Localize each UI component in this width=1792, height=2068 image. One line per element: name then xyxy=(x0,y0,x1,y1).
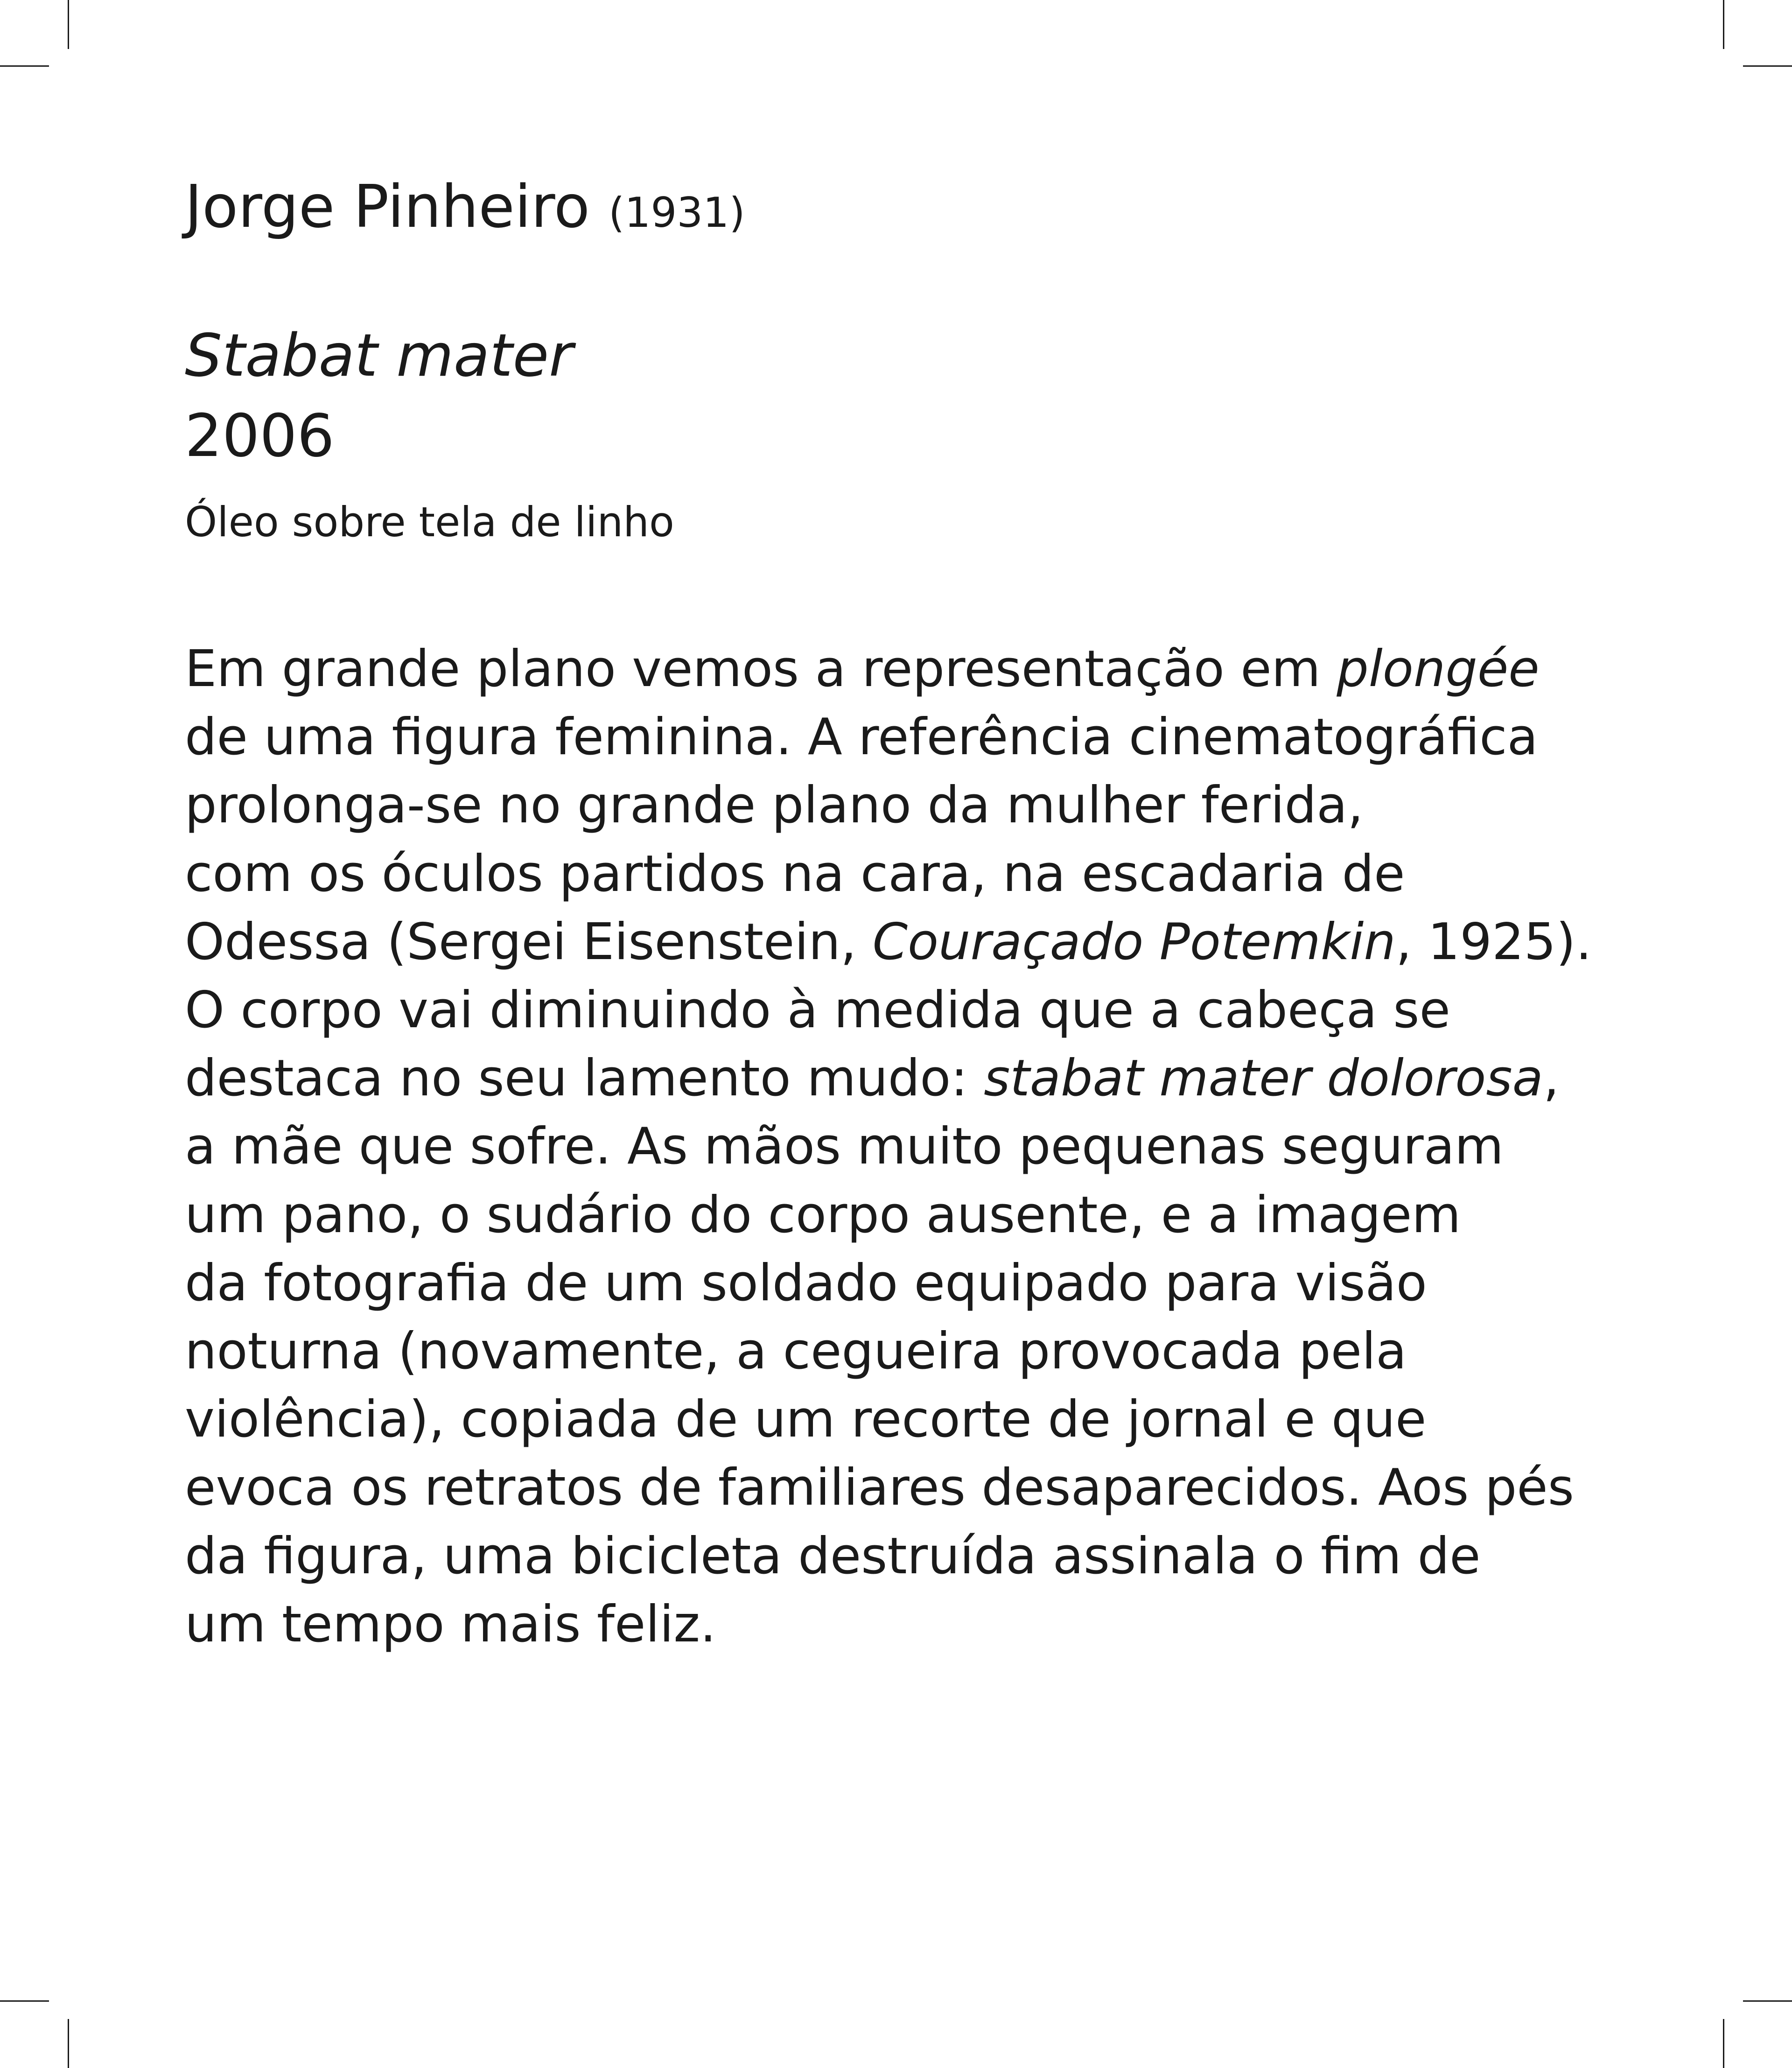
description-line: um pano, o sudário do corpo ausente, e a imagem xyxy=(185,1185,1461,1244)
crop-mark-bottom-right-vertical xyxy=(1723,2019,1724,2068)
crop-mark-bottom-left-vertical xyxy=(68,2019,69,2068)
description-line: evoca os retratos de familiares desaparecidos. Aos pés xyxy=(185,1458,1574,1517)
description-line: prolonga-se no grande plano da mulher ferida, xyxy=(185,776,1364,835)
description-line: da fotografia de um soldado equipado para visão xyxy=(185,1254,1427,1312)
description-line xyxy=(185,908,1631,976)
description-text: Odessa (Sergei Eisenstein, xyxy=(185,912,873,971)
description-line: O corpo vai diminuindo à medida que a cabeça se xyxy=(185,981,1450,1040)
description-line: violência), copiada de um recorte de jornal e que xyxy=(185,1390,1427,1449)
crop-mark-bottom-left-horizontal xyxy=(0,2000,49,2002)
description-line: com os óculos partidos na cara, na escadaria de xyxy=(185,844,1405,903)
description-italic-text: stabat mater dolorosa xyxy=(984,1049,1543,1108)
description-italic-text: Couraçado Potemkin xyxy=(872,912,1396,971)
artwork-description xyxy=(185,635,1631,1659)
artwork-label xyxy=(185,172,1631,1659)
artist-line xyxy=(185,172,1631,241)
description-line xyxy=(185,1045,1631,1113)
artist-years: (1931) xyxy=(609,189,745,237)
crop-mark-top-right-vertical xyxy=(1723,0,1724,49)
description-line: de uma figura feminina. A referência cinematográfica xyxy=(185,708,1538,767)
artwork-year: 2006 xyxy=(185,401,335,470)
artwork-title: Stabat mater xyxy=(185,321,573,390)
description-line xyxy=(185,635,1631,703)
description-text: , xyxy=(1543,1049,1560,1108)
crop-mark-bottom-right-horizontal xyxy=(1743,2000,1792,2002)
artwork-medium: Óleo sobre tela de linho xyxy=(185,498,674,546)
description-text: , 1925). xyxy=(1395,912,1592,971)
description-line: da figura, uma bicicleta destruída assinala o fim de xyxy=(185,1527,1481,1585)
description-text: Em grande plano vemos a representação em xyxy=(185,640,1337,698)
crop-mark-top-left-horizontal xyxy=(0,65,49,67)
description-line: a mãe que sofre. As mãos muito pequenas seguram xyxy=(185,1117,1504,1176)
description-line: um tempo mais feliz. xyxy=(185,1595,716,1654)
crop-mark-top-right-horizontal xyxy=(1743,65,1792,67)
description-italic-text: plongée xyxy=(1337,640,1540,698)
description-line: noturna (novamente, a cegueira provocada pela xyxy=(185,1322,1407,1381)
crop-mark-top-left-vertical xyxy=(68,0,69,49)
description-text: destaca no seu lamento mudo: xyxy=(185,1049,984,1108)
artist-name: Jorge Pinheiro xyxy=(185,172,590,241)
